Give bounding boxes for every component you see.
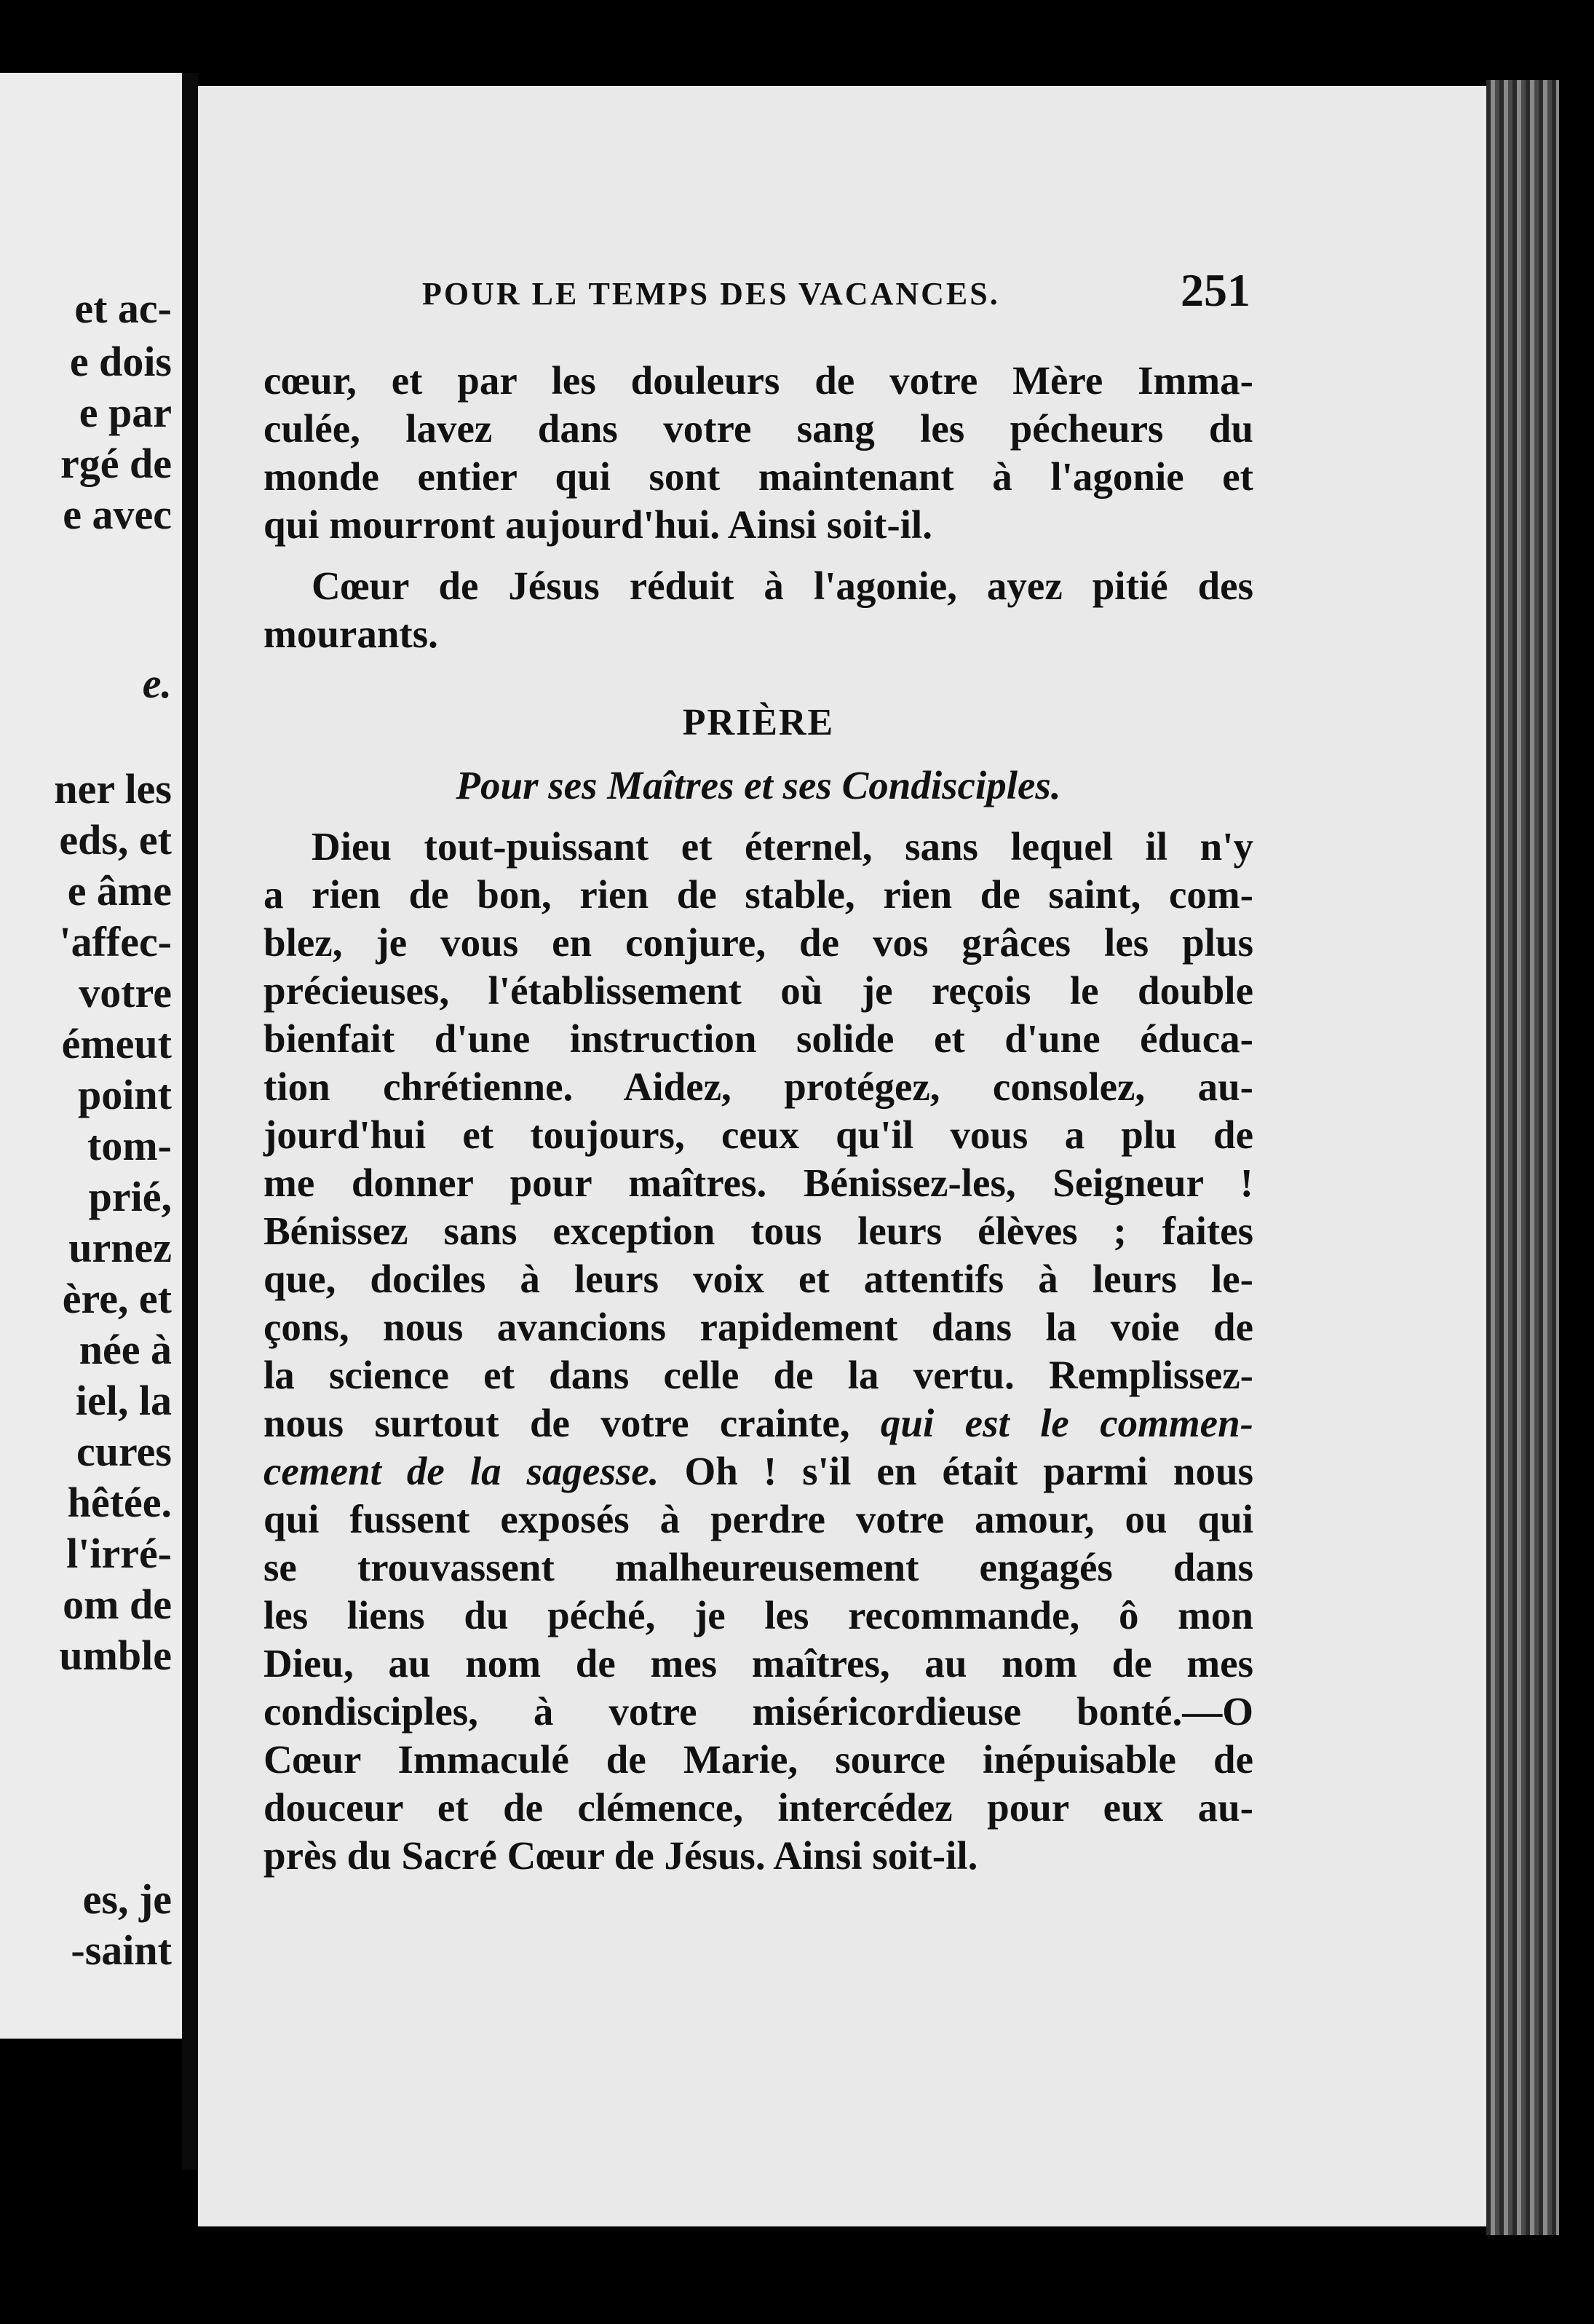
- text-line: que, dociles à leurs voix et attentifs à leurs le-: [263, 1257, 1253, 1301]
- page-number: 251: [1181, 264, 1250, 316]
- text-line: Dieu tout-puissant et éternel, sans lequel il n'y: [312, 824, 1253, 869]
- text-line: Cœur de Jésus réduit à l'agonie, ayez pitié des: [312, 564, 1253, 608]
- running-head: POUR LE TEMPS DES VACANCES.: [422, 276, 1000, 312]
- text-line: se trouvassent malheureusement engagés dans: [263, 1545, 1253, 1589]
- left-page-fragment: urnez: [68, 1224, 172, 1271]
- text-line: condisciples, à votre miséricordieuse bonté.—O: [263, 1689, 1253, 1734]
- text-line: bienfait d'une instruction solide et d'une éduca-: [263, 1016, 1253, 1061]
- left-page-fragment: ner les: [54, 765, 172, 813]
- page-body: [263, 357, 1253, 1880]
- text-line: près du Sacré Cœur de Jésus. Ainsi soit-il.: [263, 1833, 978, 1878]
- left-page-fragment: émeut: [61, 1020, 172, 1067]
- text-line: tion chrétienne. Aidez, protégez, consolez, au-: [263, 1064, 1253, 1109]
- italic-quote: cement de la sagesse.: [263, 1449, 659, 1493]
- left-page-fragment: rgé de: [60, 440, 172, 487]
- left-page-fragment: es, je: [82, 1876, 172, 1923]
- text-line: me donner pour maîtres. Bénissez-les, Seigneur !: [263, 1161, 1253, 1205]
- left-page-fragment: e par: [79, 389, 172, 436]
- left-page-fragment: -saint: [71, 1926, 172, 1974]
- text-line: les liens du péché, je les recommande, ô mon: [263, 1593, 1253, 1637]
- left-page-fragment: tom-: [87, 1122, 172, 1169]
- text-line: çons, nous avancions rapidement dans la voie de: [263, 1305, 1253, 1349]
- left-page-fragment: prié,: [88, 1173, 172, 1220]
- book-gutter: [182, 73, 198, 2170]
- text-segment: Oh ! s'il en était parmi nous: [659, 1449, 1253, 1493]
- left-page-fragment: e.: [142, 660, 172, 707]
- text-line: [263, 1399, 1253, 1447]
- text-line: précieuses, l'établissement où je reçois le double: [263, 968, 1253, 1013]
- text-line: Bénissez sans exception tous leurs élèves ; faites: [263, 1209, 1253, 1253]
- left-page-fragment: 'affec-: [59, 918, 172, 965]
- text-line: monde entier qui sont maintenant à l'agonie et: [263, 454, 1253, 499]
- left-page-fragment: iel, la: [75, 1377, 172, 1424]
- left-page-fragment: votre: [79, 969, 172, 1016]
- text-line: blez, je vous en conjure, de vos grâces les plus: [263, 920, 1253, 965]
- paragraph-1: [263, 357, 1253, 549]
- left-page-fragment: ère, et: [62, 1275, 172, 1322]
- text-line: [263, 1447, 1253, 1495]
- text-line: la science et dans celle de la vertu. Remplissez-: [263, 1353, 1253, 1397]
- text-line: a rien de bon, rien de stable, rien de saint, com-: [263, 872, 1253, 917]
- left-page-fragment: née à: [79, 1326, 172, 1373]
- text-line: Dieu, au nom de mes maîtres, au nom de mes: [263, 1641, 1253, 1685]
- text-line: qui fussent exposés à perdre votre amour, ou qui: [263, 1497, 1253, 1541]
- left-page-fragment: e dois: [69, 338, 172, 385]
- left-page: [0, 73, 182, 2039]
- italic-quote: qui est le commen-: [880, 1401, 1253, 1445]
- page-edge: [1486, 80, 1559, 2235]
- text-line: mourants.: [263, 612, 438, 656]
- left-page-fragment: eds, et: [59, 816, 172, 863]
- text-line: culée, lavez dans votre sang les pécheurs du: [263, 406, 1253, 451]
- left-page-fragment: e avec: [63, 491, 172, 538]
- left-page-fragment: l'irré-: [66, 1530, 172, 1577]
- left-page-fragment: point: [78, 1071, 172, 1118]
- text-line: douceur et de clémence, intercédez pour eux au-: [263, 1785, 1253, 1830]
- prayer-paragraph: [263, 823, 1253, 1880]
- left-page-fragment: umble: [59, 1632, 172, 1679]
- text-segment: nous surtout de votre crainte,: [263, 1401, 881, 1445]
- prayer-heading: PRIÈRE: [682, 702, 835, 743]
- text-line: qui mourront aujourd'hui. Ainsi soit-il.: [263, 502, 932, 547]
- left-page-fragment: cures: [76, 1428, 172, 1475]
- text-line: Cœur Immaculé de Marie, source inépuisable de: [263, 1737, 1253, 1782]
- text-line: jourd'hui et toujours, ceux qu'il vous a plu de: [263, 1112, 1253, 1157]
- left-page-fragment: e âme: [67, 867, 172, 914]
- prayer-subtitle: Pour ses Maîtres et ses Condisciples.: [456, 763, 1061, 807]
- left-page-fragment: om de: [63, 1581, 172, 1628]
- left-page-fragment: et ac-: [74, 285, 172, 332]
- paragraph-2: [263, 562, 1253, 658]
- left-page-fragment: hêtée.: [67, 1479, 172, 1526]
- text-line: cœur, et par les douleurs de votre Mère Imma-: [263, 358, 1253, 403]
